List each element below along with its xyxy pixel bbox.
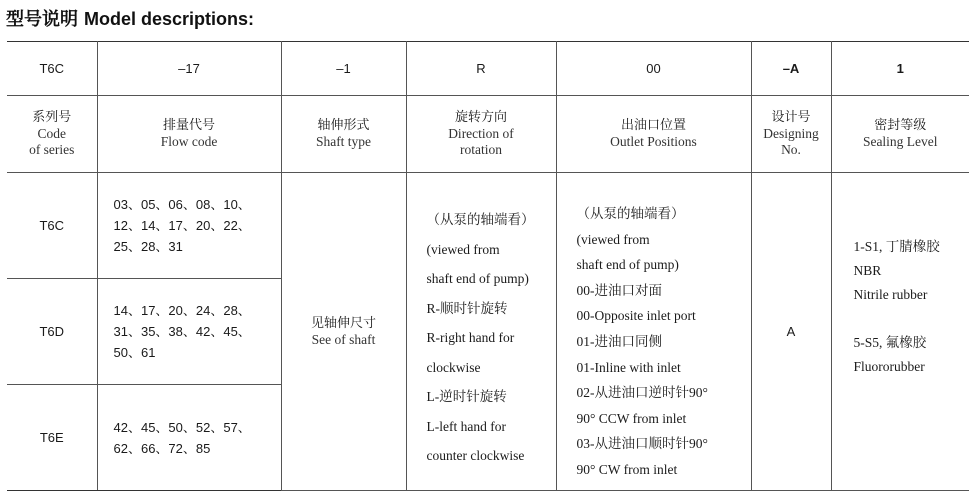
flow-codes-t6d [97, 279, 281, 385]
header-outlet-en: Outlet Positions [610, 134, 697, 149]
header-outlet-cn: 出油口位置 [620, 118, 686, 133]
flow-code-line: 12、14、17、20、22、 [113, 218, 251, 233]
sealing-line: 5-S5, 氟橡胶 [853, 335, 927, 350]
flow-code-line: 62、66、72、85 [113, 440, 211, 456]
shaft-type-cn: 见轴伸尺寸 [310, 315, 376, 331]
rotation-line: （从泵的轴端看） [426, 212, 535, 227]
series-t6e: T6E [7, 385, 97, 491]
series-t6d: T6D [7, 279, 97, 385]
outlet-line: 90° CW from inlet [576, 461, 678, 477]
sealing-line: Fluororubber [853, 359, 925, 374]
header-outlet [556, 96, 751, 173]
model-description-table [7, 41, 969, 491]
code-shaft: –1 [281, 42, 406, 96]
outlet-line: (viewed from [576, 231, 650, 247]
header-shaft-cn: 轴伸形式 [317, 118, 370, 133]
header-design-cn: 设计号 [771, 110, 811, 125]
rotation-line: counter clockwise [426, 448, 525, 463]
page-title [6, 5, 254, 31]
header-design-en-2: No. [781, 142, 801, 157]
header-rotation [406, 96, 556, 173]
header-seal-cn: 密封等级 [874, 118, 927, 133]
flow-codes-t6c [97, 173, 281, 279]
sealing-line: NBR [853, 263, 882, 278]
header-shaft-en: Shaft type [315, 134, 372, 149]
outlet-line: 02-从进油口逆时针90° [576, 385, 708, 401]
design-no-cell: A [751, 173, 831, 491]
table-row [7, 173, 969, 279]
header-series-en-2: of series [29, 142, 75, 157]
outlet-line: 00-进油口对面 [576, 282, 662, 298]
header-series-en-1: Code [37, 126, 66, 141]
flow-codes-t6e [97, 385, 281, 491]
sealing-line: 1-S1, 丁腈橡胶 [853, 239, 940, 254]
rotation-line: L-逆时针旋转 [426, 389, 507, 404]
code-flow: –17 [97, 42, 281, 96]
header-rotation-en-1: Direction of [448, 126, 514, 141]
outlet-line: （从泵的轴端看） [576, 206, 685, 221]
flow-code-line: 03、05、06、08、10、 [113, 197, 251, 212]
flow-code-line: 31、35、38、42、45、 [113, 324, 251, 339]
outlet-cell [556, 173, 751, 491]
rotation-line: L-left hand for [426, 418, 506, 434]
flow-code-line: 14、17、20、24、28、 [113, 303, 251, 318]
rotation-line: R-顺时针旋转 [426, 300, 508, 316]
shaft-type-cell [281, 173, 406, 491]
title-cn: 型号说明 [6, 9, 78, 30]
header-series [7, 96, 97, 173]
header-flow-en: Flow code [160, 134, 218, 149]
code-seal: 1 [831, 42, 969, 96]
header-rotation-cn: 旋转方向 [454, 110, 507, 125]
outlet-line: 03-从进油口顺时针90° [576, 436, 708, 452]
shaft-type-en: See of shaft [311, 331, 376, 347]
code-design: –A [751, 42, 831, 96]
header-seal-en: Sealing Level [862, 134, 938, 149]
code-outlet: 00 [556, 42, 751, 96]
flow-code-line: 25、28、31 [113, 239, 183, 254]
flow-code-line: 50、61 [113, 345, 156, 360]
header-seal [831, 96, 969, 173]
outlet-line: 01-Inline with inlet [576, 359, 681, 375]
sealing-line: Nitrile rubber [853, 287, 928, 302]
sealing-spacer [854, 307, 970, 331]
flow-code-line: 42、45、50、52、57、 [113, 419, 251, 435]
header-design-en-1: Designing [763, 126, 819, 141]
outlet-line: shaft end of pump) [576, 257, 679, 273]
header-flow [97, 96, 281, 173]
model-code-row [7, 42, 969, 96]
header-rotation-en-2: rotation [460, 142, 502, 157]
title-en: Model descriptions: [84, 9, 255, 29]
code-series: T6C [7, 42, 97, 96]
series-t6c: T6C [7, 173, 97, 279]
outlet-line: 01-进油口同侧 [576, 333, 662, 349]
rotation-line: clockwise [426, 359, 481, 375]
header-shaft [281, 96, 406, 173]
rotation-line: R-right hand for [426, 330, 515, 345]
outlet-line: 00-Opposite inlet port [576, 308, 696, 324]
rotation-cell [406, 173, 556, 491]
rotation-line: (viewed from [426, 241, 500, 257]
header-series-cn: 系列号 [32, 110, 72, 125]
header-design [751, 96, 831, 173]
rotation-line: shaft end of pump) [426, 271, 529, 286]
header-flow-cn: 排量代号 [162, 118, 215, 133]
outlet-line: 90° CCW from inlet [576, 410, 687, 426]
code-rotation: R [406, 42, 556, 96]
sealing-cell [831, 173, 969, 491]
header-row [7, 96, 969, 173]
